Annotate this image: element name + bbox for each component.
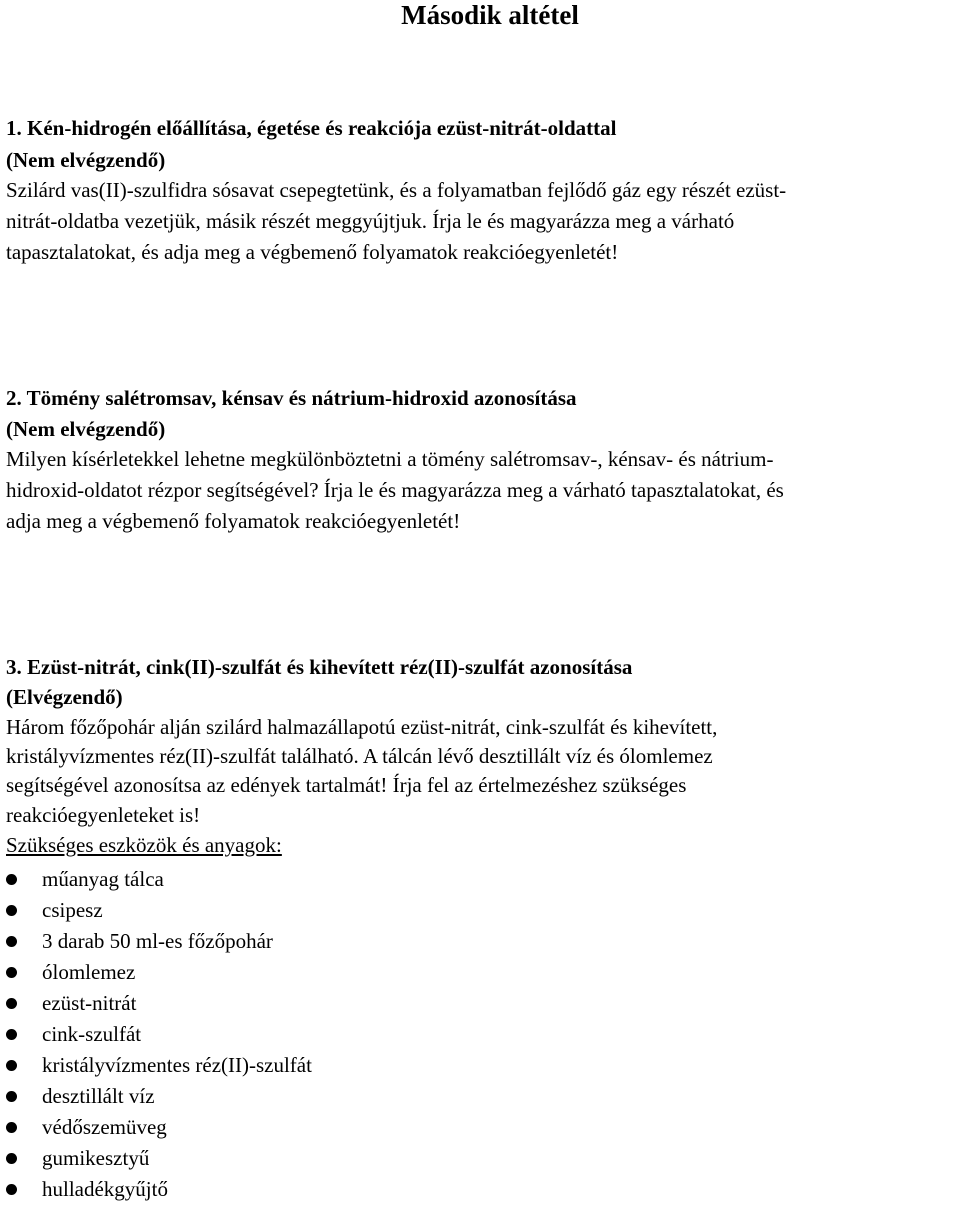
list-item [0, 897, 700, 925]
task1-line-3: tapasztalatokat, és adja meg a végbemenő folyamatok reakcióegyenletét! [6, 240, 619, 264]
list-item-label: védőszemüveg [42, 1115, 167, 1139]
task3-line-3: segítségével azonosítsa az edények tartalmát! Írja fel az értelmezéshez szükséges [6, 773, 687, 797]
bullet-icon [6, 967, 17, 978]
task3-line-1: Három főzőpohár alján szilárd halmazállapotú ezüst-nitrát, cink-szulfát és kihevített, [6, 715, 718, 739]
task2-heading: 2. Tömény salétromsav, kénsav és nátrium-hidroxid azonosítása [6, 386, 577, 410]
bullet-icon [6, 1029, 17, 1040]
list-item [0, 990, 700, 1018]
task2-line-3: adja meg a végbemenő folyamatok reakcióegyenletét! [6, 509, 461, 533]
list-item [0, 1176, 700, 1204]
list-item [0, 1145, 700, 1173]
task1-status: (Nem elvégzendő) [6, 148, 166, 172]
bullet-icon [6, 1153, 17, 1164]
materials-heading: Szükséges eszközök és anyagok: [6, 833, 282, 857]
list-item-label: kristályvízmentes réz(II)-szulfát [42, 1053, 312, 1077]
bullet-icon [6, 1184, 17, 1195]
list-item-label: 3 darab 50 ml-es főzőpohár [42, 929, 273, 953]
list-item [0, 1052, 700, 1080]
task3-status: (Elvégzendő) [6, 685, 123, 709]
list-item-label: hulladékgyűjtő [42, 1177, 168, 1201]
page-title: Második altétel [401, 0, 579, 30]
list-item-label: műanyag tálca [42, 867, 164, 891]
list-item-label: gumikesztyű [42, 1146, 150, 1170]
bullet-icon [6, 1060, 17, 1071]
list-item [0, 1021, 700, 1049]
bullet-icon [6, 1122, 17, 1133]
task1-heading: 1. Kén-hidrogén előállítása, égetése és reakciója ezüst-nitrát-oldattal [6, 116, 617, 140]
task1-line-2: nitrát-oldatba vezetjük, másik részét meggyújtjuk. Írja le és magyarázza meg a várható [6, 209, 735, 233]
task2-status: (Nem elvégzendő) [6, 417, 166, 441]
task3-line-2: kristályvízmentes réz(II)-szulfát található. A tálcán lévő desztillált víz és ólomlemez [6, 744, 713, 768]
task2-line-2: hidroxid-oldatot rézpor segítségével? Írja le és magyarázza meg a várható tapasztalatokat, és [6, 478, 784, 502]
bullet-icon [6, 936, 17, 947]
task3-heading: 3. Ezüst-nitrát, cink(II)-szulfát és kihevített réz(II)-szulfát azonosítása [6, 655, 633, 679]
list-item-label: ólomlemez [42, 960, 136, 984]
task1-line-1: Szilárd vas(II)-szulfidra sósavat csepegtetünk, és a folyamatban fejlődő gáz egy részét ezüst- [6, 178, 787, 202]
task2-line-1: Milyen kísérletekkel lehetne megkülönböztetni a tömény salétromsav-, kénsav- és nátrium- [6, 447, 774, 471]
list-item [0, 1083, 700, 1111]
list-item-label: ezüst-nitrát [42, 991, 137, 1015]
list-item [0, 959, 700, 987]
list-item [0, 1114, 700, 1142]
bullet-icon [6, 998, 17, 1009]
list-item [0, 866, 700, 894]
bullet-icon [6, 905, 17, 916]
list-item-label: csipesz [42, 898, 103, 922]
bullet-icon [6, 1091, 17, 1102]
bullet-icon [6, 874, 17, 885]
list-item-label: desztillált víz [42, 1084, 155, 1108]
task3-line-4: reakcióegyenleteket is! [6, 803, 201, 827]
list-item [0, 928, 700, 956]
list-item-label: cink-szulfát [42, 1022, 142, 1046]
